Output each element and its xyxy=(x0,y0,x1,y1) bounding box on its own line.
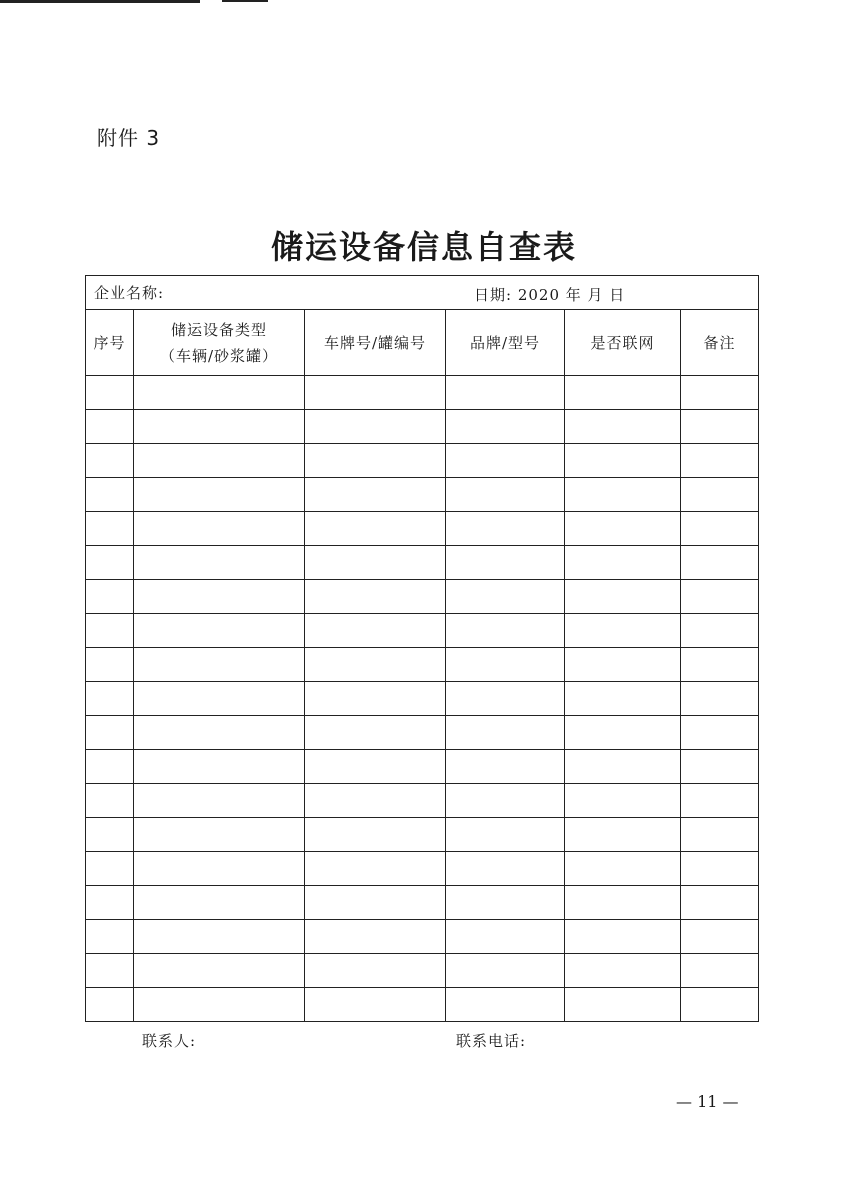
table-cell[interactable] xyxy=(134,614,305,648)
table-cell[interactable] xyxy=(305,886,446,920)
table-cell[interactable] xyxy=(86,852,134,886)
table-row xyxy=(86,478,759,512)
table-cell[interactable] xyxy=(565,648,681,682)
table-cell[interactable] xyxy=(446,886,565,920)
table-cell[interactable] xyxy=(681,716,759,750)
table-cell[interactable] xyxy=(305,716,446,750)
table-cell[interactable] xyxy=(681,580,759,614)
col-header-text: 品牌/型号 xyxy=(469,333,541,352)
table-cell[interactable] xyxy=(681,444,759,478)
table-cell[interactable] xyxy=(134,580,305,614)
table-cell[interactable] xyxy=(446,988,565,1022)
table-row xyxy=(86,648,759,682)
table-cell[interactable] xyxy=(86,546,134,580)
table-cell[interactable] xyxy=(681,784,759,818)
contact-person-label: 联系人: xyxy=(142,1032,197,1050)
table-cell[interactable] xyxy=(305,920,446,954)
table-cell[interactable] xyxy=(86,648,134,682)
table-cell[interactable] xyxy=(565,410,681,444)
table-cell[interactable] xyxy=(446,920,565,954)
table-cell[interactable] xyxy=(681,546,759,580)
table-cell[interactable] xyxy=(446,818,565,852)
table-cell[interactable] xyxy=(681,410,759,444)
table-cell[interactable] xyxy=(134,478,305,512)
table-cell[interactable] xyxy=(446,512,565,546)
table-cell[interactable] xyxy=(446,376,565,410)
table-cell[interactable] xyxy=(134,682,305,716)
date-label: 日期: 2020 年 月 日 xyxy=(474,286,626,304)
table-cell[interactable] xyxy=(134,648,305,682)
col-header-text: 储运设备类型 xyxy=(170,320,267,339)
table-cell[interactable] xyxy=(565,716,681,750)
table-cell[interactable] xyxy=(305,818,446,852)
table-cell[interactable] xyxy=(86,444,134,478)
table-cell[interactable] xyxy=(305,750,446,784)
table-cell[interactable] xyxy=(681,614,759,648)
table-cell[interactable] xyxy=(681,376,759,410)
table-cell[interactable] xyxy=(681,886,759,920)
table-cell[interactable] xyxy=(134,954,305,988)
table-cell[interactable] xyxy=(134,886,305,920)
table-cell[interactable] xyxy=(446,784,565,818)
table-cell[interactable] xyxy=(86,580,134,614)
col-header-equipment-type xyxy=(134,310,305,376)
table-cell[interactable] xyxy=(681,750,759,784)
table-row xyxy=(86,410,759,444)
col-header-plate-number xyxy=(305,310,446,376)
table-row xyxy=(86,954,759,988)
col-header-brand-model xyxy=(446,310,565,376)
table-cell[interactable] xyxy=(446,852,565,886)
table-cell[interactable] xyxy=(134,376,305,410)
table-row xyxy=(86,512,759,546)
table-cell[interactable] xyxy=(565,920,681,954)
table-cell[interactable] xyxy=(565,954,681,988)
table-cell[interactable] xyxy=(446,648,565,682)
table-cell[interactable] xyxy=(681,648,759,682)
table-cell[interactable] xyxy=(134,988,305,1022)
table-cell[interactable] xyxy=(446,614,565,648)
table-cell[interactable] xyxy=(446,410,565,444)
table-cell[interactable] xyxy=(565,580,681,614)
table-cell[interactable] xyxy=(305,478,446,512)
table-cell[interactable] xyxy=(305,376,446,410)
table-row xyxy=(86,376,759,410)
table-cell[interactable] xyxy=(86,682,134,716)
table-cell[interactable] xyxy=(305,580,446,614)
table-cell[interactable] xyxy=(446,444,565,478)
table-cell[interactable] xyxy=(305,954,446,988)
table-cell[interactable] xyxy=(681,682,759,716)
table-row xyxy=(86,614,759,648)
table-row xyxy=(86,784,759,818)
table-cell[interactable] xyxy=(446,580,565,614)
table-cell[interactable] xyxy=(134,852,305,886)
enterprise-name-label: 企业名称: xyxy=(94,284,165,302)
table-cell[interactable] xyxy=(446,716,565,750)
table-row xyxy=(86,546,759,580)
table-row xyxy=(86,852,759,886)
table-cell[interactable] xyxy=(305,546,446,580)
table-cell[interactable] xyxy=(86,988,134,1022)
table-cell[interactable] xyxy=(86,512,134,546)
table-row xyxy=(86,716,759,750)
table-row xyxy=(86,886,759,920)
table-cell[interactable] xyxy=(305,444,446,478)
col-header-text: 备注 xyxy=(703,333,736,352)
table-cell[interactable] xyxy=(86,478,134,512)
table-cell[interactable] xyxy=(134,410,305,444)
self-check-table xyxy=(85,275,759,1022)
table-cell[interactable] xyxy=(565,614,681,648)
table-cell[interactable] xyxy=(446,750,565,784)
table-row xyxy=(86,444,759,478)
table-cell[interactable] xyxy=(305,410,446,444)
table-cell[interactable] xyxy=(565,546,681,580)
table-cell[interactable] xyxy=(565,376,681,410)
col-header-text: 是否联网 xyxy=(590,333,655,352)
table-cell[interactable] xyxy=(134,750,305,784)
col-header-networked xyxy=(565,310,681,376)
table-cell[interactable] xyxy=(134,546,305,580)
table-cell[interactable] xyxy=(305,512,446,546)
table-cell[interactable] xyxy=(305,852,446,886)
table-cell[interactable] xyxy=(305,648,446,682)
table-row xyxy=(86,818,759,852)
table-cell[interactable] xyxy=(565,988,681,1022)
table-cell[interactable] xyxy=(134,920,305,954)
table-cell[interactable] xyxy=(446,546,565,580)
col-header-subtext: （车辆/砂浆罐） xyxy=(159,346,279,365)
table-cell[interactable] xyxy=(565,852,681,886)
table-cell[interactable] xyxy=(681,954,759,988)
table-cell[interactable] xyxy=(565,818,681,852)
document-title: 储运设备信息自查表 xyxy=(270,228,577,266)
table-cell[interactable] xyxy=(86,614,134,648)
table-cell[interactable] xyxy=(134,512,305,546)
col-header-text: 车牌号/罐编号 xyxy=(323,333,427,352)
table-cell[interactable] xyxy=(305,682,446,716)
table-cell[interactable] xyxy=(86,376,134,410)
table-cell[interactable] xyxy=(446,954,565,988)
table-cell[interactable] xyxy=(86,784,134,818)
table-cell[interactable] xyxy=(565,512,681,546)
table-cell[interactable] xyxy=(86,818,134,852)
enterprise-date-row xyxy=(86,276,759,310)
scan-edge-mark xyxy=(0,0,200,3)
table-cell[interactable] xyxy=(305,988,446,1022)
col-header-index xyxy=(86,310,134,376)
table-cell[interactable] xyxy=(681,818,759,852)
table-cell[interactable] xyxy=(134,716,305,750)
table-cell[interactable] xyxy=(565,444,681,478)
col-header-text: 序号 xyxy=(93,333,126,352)
table-cell[interactable] xyxy=(305,784,446,818)
table-cell[interactable] xyxy=(134,444,305,478)
scan-edge-mark xyxy=(222,0,268,2)
table-cell[interactable] xyxy=(86,954,134,988)
table-cell[interactable] xyxy=(565,682,681,716)
attachment-label: 附件 3 xyxy=(97,126,161,150)
table-row xyxy=(86,682,759,716)
table-cell[interactable] xyxy=(565,750,681,784)
table-row xyxy=(86,988,759,1022)
table-cell[interactable] xyxy=(681,478,759,512)
table-row xyxy=(86,580,759,614)
table-cell[interactable] xyxy=(565,784,681,818)
table-cell[interactable] xyxy=(86,920,134,954)
table-cell[interactable] xyxy=(86,410,134,444)
col-header-remarks xyxy=(681,310,759,376)
table-cell[interactable] xyxy=(446,478,565,512)
table-cell[interactable] xyxy=(86,886,134,920)
contact-phone-label: 联系电话: xyxy=(456,1032,527,1050)
table-cell[interactable] xyxy=(565,478,681,512)
table-cell[interactable] xyxy=(305,614,446,648)
table-cell[interactable] xyxy=(86,750,134,784)
table-cell[interactable] xyxy=(134,818,305,852)
table-cell[interactable] xyxy=(446,682,565,716)
page-number: — 11 — xyxy=(676,1092,739,1111)
table-cell[interactable] xyxy=(681,920,759,954)
table-row xyxy=(86,920,759,954)
table-cell[interactable] xyxy=(681,988,759,1022)
table-row xyxy=(86,750,759,784)
table-cell[interactable] xyxy=(86,716,134,750)
table-cell[interactable] xyxy=(681,852,759,886)
table-header-row xyxy=(86,310,759,376)
table-cell[interactable] xyxy=(134,784,305,818)
table-cell[interactable] xyxy=(565,886,681,920)
table-cell[interactable] xyxy=(681,512,759,546)
